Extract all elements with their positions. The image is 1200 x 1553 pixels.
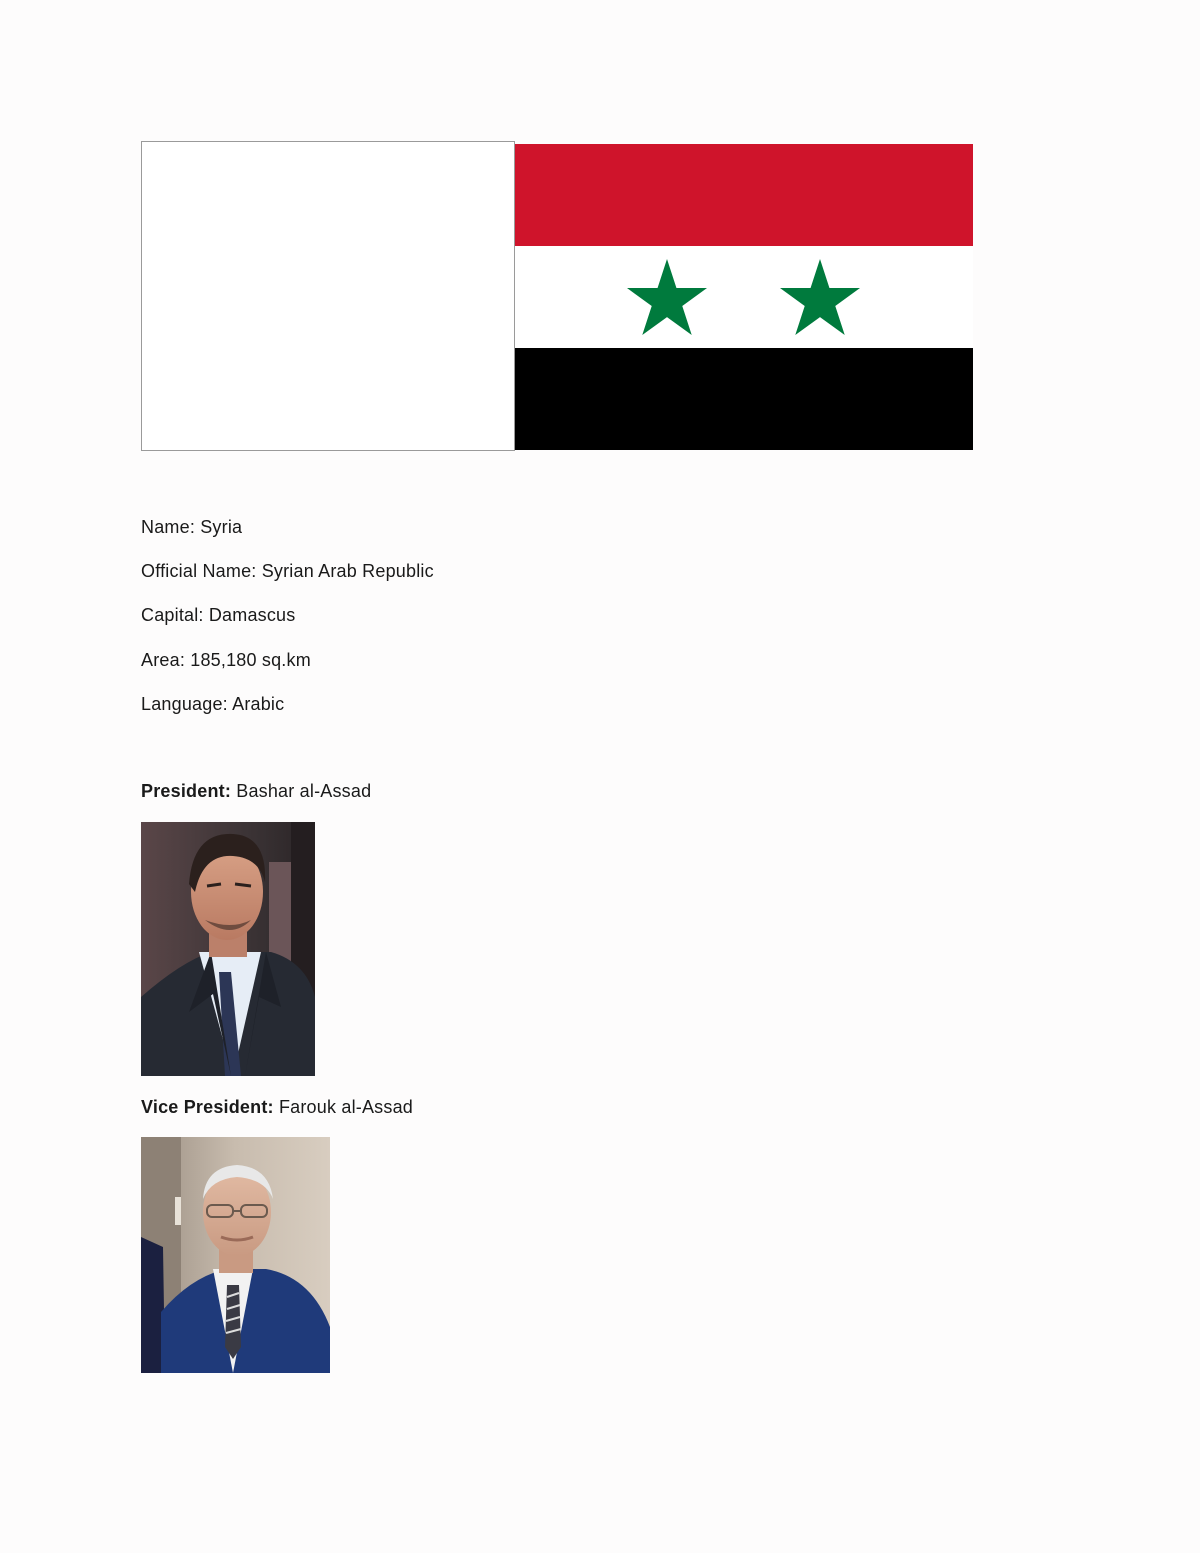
president-photo [141, 822, 315, 1076]
name-value: Syria [200, 517, 243, 537]
official-name-value: Syrian Arab Republic [261, 561, 434, 581]
flag-star-icon [780, 258, 860, 336]
flag-star-icon [627, 258, 707, 336]
language-field [141, 693, 284, 715]
president-label: President: [141, 781, 237, 801]
empty-image-frame [141, 141, 515, 451]
language-label: Language: [141, 694, 233, 714]
area-label: Area: [141, 650, 191, 670]
flag-red-stripe [515, 144, 973, 246]
vice-president-label: Vice President: [141, 1097, 279, 1117]
language-value: Arabic [232, 694, 285, 714]
name-field [141, 516, 242, 538]
area-value: 185,180 sq.km [190, 650, 311, 670]
flag-black-stripe [515, 348, 973, 450]
capital-label: Capital: [141, 605, 209, 625]
capital-value: Damascus [208, 605, 296, 625]
vice-president-field [141, 1096, 413, 1118]
official-name-label: Official Name: [141, 561, 262, 581]
vice-president-photo [141, 1137, 330, 1373]
official-name-field [141, 560, 434, 582]
flag-white-stripe [515, 246, 973, 348]
president-field [141, 780, 371, 802]
vice-president-value: Farouk al-Assad [278, 1097, 413, 1117]
name-label: Name: [141, 517, 201, 537]
syria-flag [515, 144, 973, 450]
area-field [141, 649, 311, 671]
president-value: Bashar al-Assad [236, 781, 372, 801]
capital-field [141, 604, 295, 626]
